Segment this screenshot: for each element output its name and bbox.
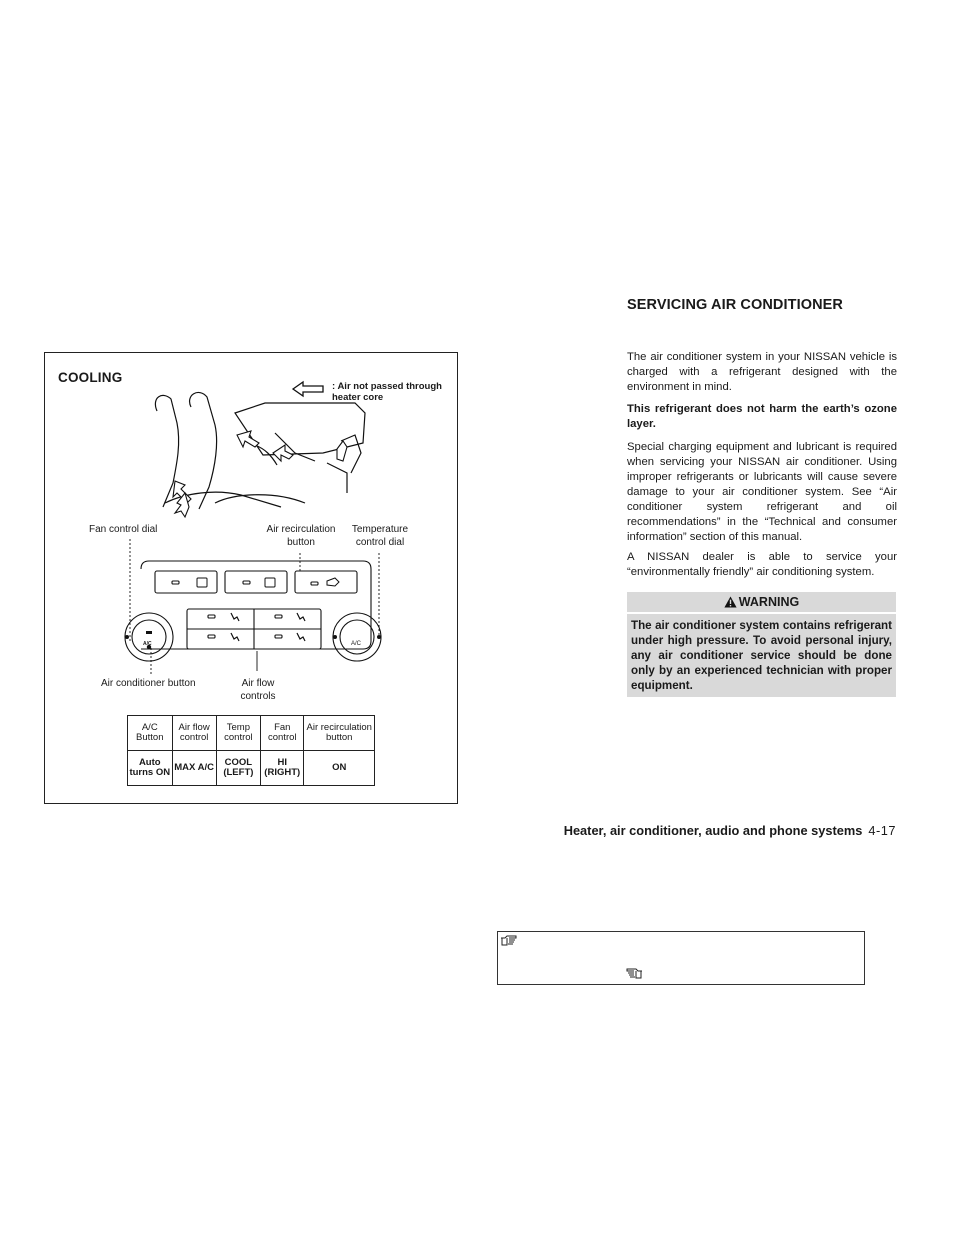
table-cell: HI (RIGHT) (261, 751, 304, 786)
table-header: Air recirculation button (304, 716, 375, 751)
callout-air-conditioner-button: Air conditioner button (101, 678, 196, 689)
callout-temperature-control-dial: Temperature control dial (351, 524, 409, 548)
section-title: SERVICING AIR CONDITIONER (627, 297, 843, 313)
cooling-mode-table (127, 715, 375, 786)
table-cell: COOL (LEFT) (216, 751, 260, 786)
navigation-box (497, 931, 865, 985)
cooling-figure (44, 352, 458, 804)
left-dial-label: A/C (143, 641, 152, 647)
table-cell: ON (304, 751, 375, 786)
figure-legend: : Air not passed through heater core (332, 381, 442, 403)
footer-chapter: Heater, air conditioner, audio and phone systems (563, 823, 863, 838)
airflow-arrows (173, 431, 347, 517)
table-header: Air flow control (172, 716, 216, 751)
page-footer (440, 823, 896, 838)
table-cell: MAX A/C (172, 751, 216, 786)
right-dial-label: A/C (351, 641, 362, 647)
pointing-hand-left-icon[interactable] (625, 967, 643, 979)
warning-triangle-icon (724, 596, 737, 608)
callout-air-flow-controls: Air flow controls (240, 678, 276, 702)
control-panel (125, 561, 381, 661)
paragraph-dealer: A NISSAN dealer is able to service your “environmentally friendly” air conditioning system. (627, 551, 897, 578)
warning-title: WARNING (738, 595, 800, 609)
table-header: A/C Button (128, 716, 173, 751)
leader-lines (130, 539, 379, 675)
pointing-hand-right-icon[interactable] (500, 934, 518, 946)
footer-page-number: 4-17 (868, 823, 896, 838)
warning-body: The air conditioner system contains refrigerant under high pressure. To avoid personal injury, any air conditioner service should be done only by an experienced technician with proper equipment. (631, 619, 892, 692)
legend-arrow-icon (293, 382, 323, 396)
paragraph-intro: The air conditioner system in your NISSAN vehicle is charged with a refrigerant designed with the environment in mind. (627, 351, 897, 393)
panel-button-icons (125, 578, 381, 649)
warning-header (627, 592, 896, 614)
paragraph-charging: Special charging equipment and lubricant is required when servicing your NISSAN air conditioner. Using improper refrigerants or lubricants will cause severe damage to your air conditioner system. See “Air conditioner system refrigerant and oil recommendations” in the “Technical and consumer information” section of this manual. (627, 441, 897, 543)
table-header: Fan control (261, 716, 304, 751)
cabin-illustration (155, 392, 365, 509)
callout-fan-control-dial: Fan control dial (89, 524, 158, 535)
table-cell: Auto turns ON (128, 751, 173, 786)
callout-air-recirculation-button: Air recirculation button (266, 524, 336, 548)
warning-box (627, 592, 896, 697)
figure-title: COOLING (58, 370, 123, 385)
table-header: Temp control (216, 716, 260, 751)
paragraph-ozone: This refrigerant does not harm the earth’s ozone layer. (627, 403, 897, 430)
